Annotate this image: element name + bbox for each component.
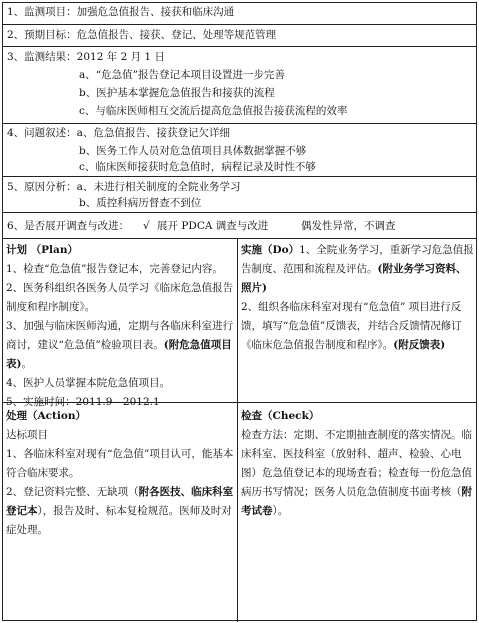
do-item-1 [241,241,475,298]
action-title: 处理（Action） [6,410,87,422]
decision-prefix: 6、是否展开调查与改进： [7,220,130,232]
expected-goal-text: 2、预期目标：危急值报告、接获、登记、处理等规范管理 [7,29,277,41]
cause-item-b: b、质控科病历督查不到位 [79,197,202,209]
row-problem-description [3,124,476,177]
problem-item-b: b、医务工作人员对危急值项目具体数据掌握不够 [79,145,307,157]
decision-option-no-investigation: 偶发性异常，不调查 [301,220,396,232]
do-item-2-attachment: (附反馈表) [393,339,446,351]
result-item-c: c、与临床医师相互交流后提高危急值报告接获流程的效率 [79,105,348,117]
do-cell [238,241,478,355]
problem-heading: 4、问题叙述：a、危急值报告、接获登记欠详细 [7,127,230,139]
result-heading: 3、监测结果：2012 年 2 月 1 日 [7,51,165,63]
do-item-1-text: 1、全院业务学习，重新学习危急值报告制度、范围和流程及评估。 [241,244,474,275]
do-title: 实施（Do） [241,244,300,256]
plan-item-3-end: 。 [21,358,32,370]
pdca-document [2,2,477,621]
row-cause-analysis [3,177,476,213]
row-expected-goal [3,25,476,47]
plan-title: 计划 （Plan） [6,244,78,256]
action-item-2-text: 2、登记资料完整、无缺项（ [6,486,139,498]
do-item-1-attachment: (附业务学习资料、照片) [241,263,467,294]
plan-item-3-attachment: (附危急值项目表) [6,339,232,370]
row-action-check [3,403,476,622]
check-body-attachment: 附考试卷 [241,486,472,517]
monitor-item-text: 1、监测项目：加强危急值报告、接获和临床沟通 [7,6,235,18]
plan-item-3-text: 3、加强与临床医师沟通，定期与各临床科室进行商讨，建议“危急值”检验项目表。 [6,320,234,351]
plan-item-3 [6,317,234,374]
result-item-a: a、“危急值”报告登记本项目设置进一步完善 [79,69,285,81]
do-item-2 [241,298,475,355]
decision-option-pdca: 展开 PDCA 调查与改进 [157,220,269,232]
action-cell [3,407,237,540]
row-monitor-result [3,47,476,124]
plan-item-5: 5、实施时间：2011.9—2012.1 [6,396,160,408]
plan-item-4: 4、医护人员掌握本院危急值项目。 [6,377,171,389]
do-item-2-text: 2、组织各临床科室对现有“危急值” 项目进行反馈，填写“危急值”反馈表，并结合反馈情况修订《临床危急值报告制度和程序》。 [241,301,462,351]
plan-item-1: 1、检查“危急值”报告登记本，完善登记内容。 [6,263,223,275]
problem-item-c: c、临床医师接获时危急值时，病程记录及时性不够 [79,161,316,173]
plan-item-2: 2、医务科组织各医务人员学习《临床危急值报告制度和程序制度》。 [6,282,234,313]
checkmark-icon: √ [143,220,150,232]
row-investigation-decision [3,213,476,239]
result-item-b: b、医护基本掌握危急值报告和接获的流程 [79,87,275,99]
action-item-2 [6,483,234,540]
action-item-2-attachment: 附各医技、临床科室登记本 [6,486,234,517]
check-body-text: 检查方法：定期、不定期抽查制度的落实情况。临床科室、医技科室（放射科、超声、检验、心电图）危急值登记本的现场查看；检查每一份危急值病历书写情况；医务人员危急值制度书面考核（ [241,429,472,498]
cause-heading: 5、原因分析：a、未进行相关制度的全院业务学习 [7,181,241,193]
check-cell [238,407,478,521]
row-plan-do [3,239,476,408]
check-body [241,426,475,521]
check-body-end: ）。 [272,505,289,517]
plan-cell [3,241,237,412]
action-item-2-end: ），报告及时、标本复检规范。医师及时对症处理。 [6,505,232,536]
check-title: 检查（Check） [241,410,320,422]
row-monitor-item [3,3,476,25]
action-item-1: 1、各临床科室对现有“危急值”项目认可，能基本符合临床要求。 [6,448,234,479]
action-subtitle: 达标项目 [6,429,48,441]
